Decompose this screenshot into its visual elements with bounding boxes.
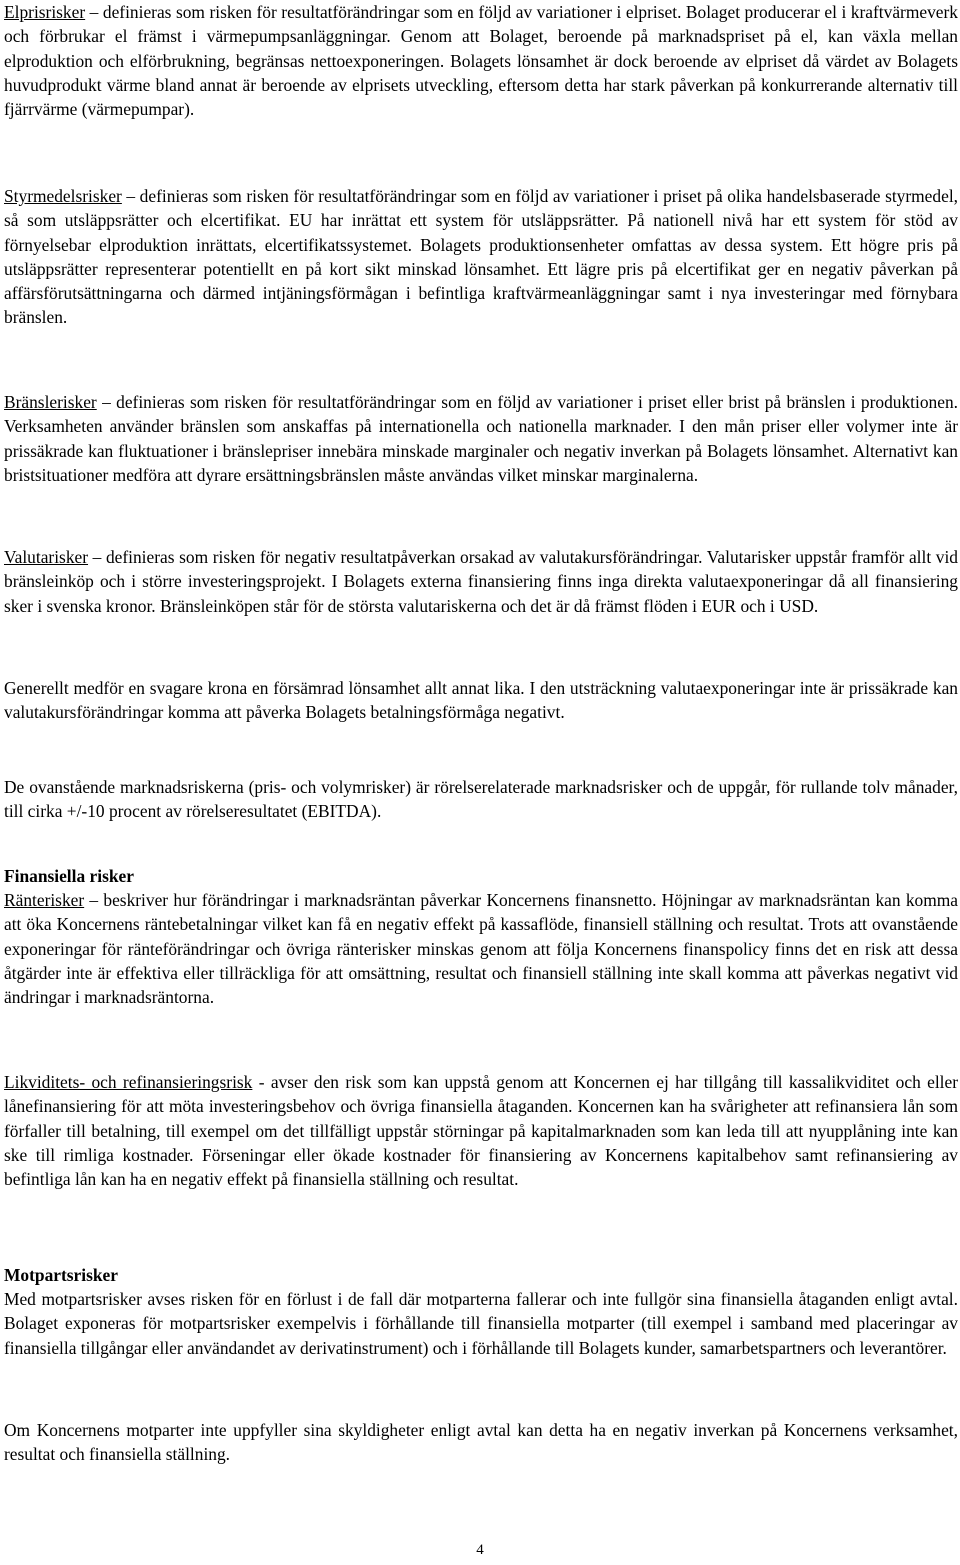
paragraph-generellt: [4, 676, 958, 725]
text-generellt: Generellt medför en svagare krona en försämrad lönsamhet allt annat lika. I den utsträckning valutaexponeringar inte är prissäkrade kan valutakursförändringar komma att påverka Bolagets betalningsförmåga negativt.: [4, 678, 958, 723]
term-ranterisker: Ränterisker: [4, 890, 85, 910]
paragraph-bransrisker: [4, 390, 958, 487]
paragraph-om-koncernens: [4, 1418, 958, 1467]
text-styrmedelsrisker: – definieras som risken för resultatförändringar som en följd av variationer i priset på olika handelsbaserade styrmedel, så som utsläppsrätter och elcertifikat. EU har inrättat ett system för utsläppsrätter. På nationell nivå har ett system för stöd av förnyelsebar elproduktion inrättats, elcertifikatssystemet. Bolagets produktionsenheter omfattas av dessa system. Ett högre pris på utsläppsrätter representerar potentiellt en på kort sikt minskad lönsamhet. Ett lägre pris på elcertifikat ger en negativ påverkan på affärsförutsättningarna och därmed intjäningsförmågan i befintliga kraftvärmeanläggningar samt i nya investeringar med förnybara bränslen.: [4, 186, 958, 328]
text-bransrisker: – definieras som risken för resultatförändringar som en följd av variationer i priset eller brist på bränslen i produktionen. Verksamheten använder bränslen som anskaffas på internationella och nationella marknader. I den mån priser eller volymer inte är prissäkrade kan fluktuationer i bränslepriser innebära minskade marginaler och negativ inverkan på Bolagets lönsamhet. Alternativt kan bristsituationer medföra att dyrare ersättningsbränslen måste användas vilket minskar marginalerna.: [4, 392, 958, 485]
paragraph-valutarisker: [4, 545, 958, 618]
term-styrmedelsrisker: Styrmedelsrisker: [4, 186, 122, 206]
term-likviditet: Likviditets- och refinansieringsrisk: [4, 1072, 253, 1092]
paragraph-ranterisker: [4, 888, 958, 1009]
term-valutarisker: Valutarisker: [4, 547, 89, 567]
term-elprisrisker: Elprisrisker: [4, 2, 86, 22]
paragraph-ovanstaende: [4, 775, 958, 824]
text-likviditet: - avser den risk som kan uppstå genom att Koncernen ej har tillgång till kassalikviditet och eller lånefinansiering för att möta investeringsbehov och övriga finansiella åtaganden. Koncernen kan ha svårigheter att refinansiera lån som förfaller till betalning, till exempel om det tillfälligt uppstår störningar på kapitalmarknaden som kan leda till att nyupplåning inte kan ske till rimliga kostnader. Förseningar eller ökade kostnader för finansiering av Koncernens kapitalbehov samt refinansiering av befintliga lån kan ha en negativ effekt på finansiella ställning och resultat.: [4, 1072, 958, 1190]
text-valutarisker: – definieras som risken för negativ resultatpåverkan orsakad av valutakursförändringar. Valutarisker uppstår framför allt vid bränsleinköp och i större investeringsprojekt. I Bolagets externa finansiering finns inga direkta valutaexponeringar då all finansiering sker i svenska kronor. Bränsleinköpen står för de största valutariskerna och det är då främst flöden i EUR och i USD.: [4, 547, 958, 616]
text-ranterisker: – beskriver hur förändringar i marknadsräntan påverkar Koncernens finansnetto. Höjningar av marknadsräntan kan komma att öka Koncernens räntebetalningar vilket kan få en negativ effekt på kassaflöde, finansiell ställning och resultat. Trots att ovanstående exponeringar för ränteförändringar och övriga ränterisker minskas genom att följa Koncernens finanspolicy finns det en risk att dessa åtgärder inte är effektiva eller tillräckliga för att omsättning, resultat och finansiell ställning inte skall komma att påverkas negativt vid ändringar i marknadsräntorna.: [4, 890, 958, 1008]
heading-finansiella-risker: Finansiella risker: [4, 866, 134, 886]
paragraph-styrmedelsrisker: [4, 184, 958, 330]
term-bransrisker: Bränslerisker: [4, 392, 97, 412]
text-om-koncernens: Om Koncernens motparter inte uppfyller sina skyldigheter enligt avtal kan detta ha en negativ inverkan på Koncernens verksamhet, resultat och finansiella ställning.: [4, 1420, 958, 1465]
paragraph-elprisrisker: [4, 0, 958, 121]
text-elprisrisker: – definieras som risken för resultatförändringar som en följd av variationer i elpriset. Bolaget producerar el i kraftvärmeverk och förbrukar el främst i värmepumpsanläggningar. Genom att Bolaget, beroende på marknadspriset på el, kan växla mellan elproduktion och elförbrukning, begränsas nettoexponeringen. Bolagets lönsamhet är dock beroende av elpriset då värdet av Bolagets huvudprodukt värme bland annat är beroende av elprisets utveckling, eftersom detta har stark påverkan på konkurrerande alternativ till fjärrvärme (värmepumpar).: [4, 2, 958, 120]
paragraph-likviditet: [4, 1070, 958, 1191]
text-ovanstaende: De ovanstående marknadsriskerna (pris- och volymrisker) är rörelserelaterade marknadsrisker och de uppgår, för rullande tolv månader, till cirka +/-10 procent av rörelseresultatet (EBITDA).: [4, 777, 958, 822]
heading-motpartsrisker: Motpartsrisker: [4, 1265, 118, 1285]
paragraph-motparts: [4, 1287, 958, 1360]
text-motparts: Med motpartsrisker avses risken för en förlust i de fall där motparterna fallerar och inte fullgör sina finansiella åtaganden enligt avtal. Bolaget exponeras för motpartsrisker exempelvis i förhållande till finansiella motparter (till exempel i samband med placeringar av finansiella tillgångar eller användandet av derivatinstrument) och i förhållande till Bolagets kunder, samarbetspartners och leverantörer.: [4, 1289, 958, 1358]
page-number: 4: [476, 1542, 484, 1558]
